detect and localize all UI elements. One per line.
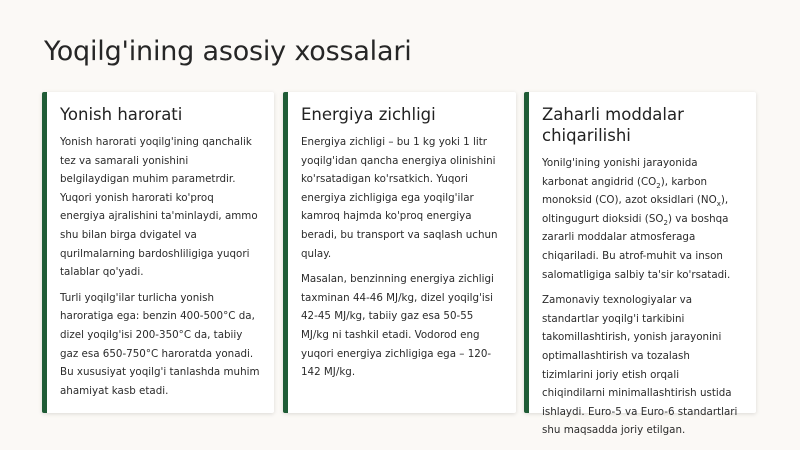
text-segment: ) va boshqa zararli moddalar atmosferaga chiqariladi. Bu atrof-muhit va inson salomatligiga salbiy ta'sir ko'rsatadi.	[542, 212, 731, 281]
card-toxic-emissions	[524, 92, 756, 437]
card-paragraph: Masalan, benzinning energiya zichligi taxminan 44-46 MJ/kg, dizel yoqilg'isi 42-45 MJ/kg, tabiiy gaz esa 50-55 MJ/kg ni tashkil etadi. Vodorod eng yuqori energiya zichligiga ega – 120-142 MJ/kg.	[301, 273, 494, 379]
text-segment: ), karbon monoksid (CO), azot oksidlari (NO	[542, 175, 717, 207]
card-paragraph: Energiya zichligi – bu 1 kg yoki 1 litr yoqilg'idan qancha energiya olinishini ko'rsatadigan ko'rsatkich. Yuqori energiya zichligiga ega yoqilg'ilar kamroq hajmda ko'proq energiya beradi, bu transport va saqlash uchun qulay.	[301, 136, 498, 260]
card-title: Zaharli moddalar chiqarilishi	[542, 105, 684, 145]
page-title: Yoqilg'ining asosiy xossalari	[44, 36, 412, 67]
card-paragraph: Yonish harorati yoqilg'ining qanchalik tez va samarali yonishini belgilaydigan muhim parametrdir. Yuqori yonish harorati ko'proq energiya ajralishini ta'minlaydi, ammo shu bilan birga dvigatel va qurilmalarning bardoshliligiga yuqori talablar qo'yadi.	[60, 136, 258, 279]
card-combustion-temperature	[42, 92, 274, 413]
text-segment: ), oltingugurt dioksidi (SO	[542, 194, 729, 225]
text-segment: Yonilg'ining yonishi jarayonida karbonat angidrid (CO	[542, 157, 698, 188]
card-paragraph: Turli yoqilg'ilar turlicha yonish haroratiga ega: benzin 400-500°C da, dizel yoqilg'isi 200-350°C da, tabiiy gaz esa 650-750°C haroratda yonadi. Bu xususiyat yoqilg'i tanlashda muhim ahamiyat kasb etadi.	[60, 291, 260, 397]
subscript: 2	[663, 218, 668, 227]
card-paragraph: Zamonaviy texnologiyalar va standartlar yoqilg'i tarkibini takomillashtirish, yonish jarayonini optimallashtirish va tozalash tizimlarini joriy etish orqali chiqindilarni minimallashtirish ustida ishlaydi. Euro-5 va Euro-6 standartlari shu maqsadda joriy etilgan.	[542, 294, 738, 437]
subscript: x	[716, 200, 721, 209]
card-paragraph	[542, 154, 742, 284]
card-title: Energiya zichligi	[301, 105, 436, 124]
card-title: Yonish harorati	[60, 105, 183, 124]
subscript: 2	[656, 181, 661, 190]
card-energy-density	[283, 92, 516, 413]
